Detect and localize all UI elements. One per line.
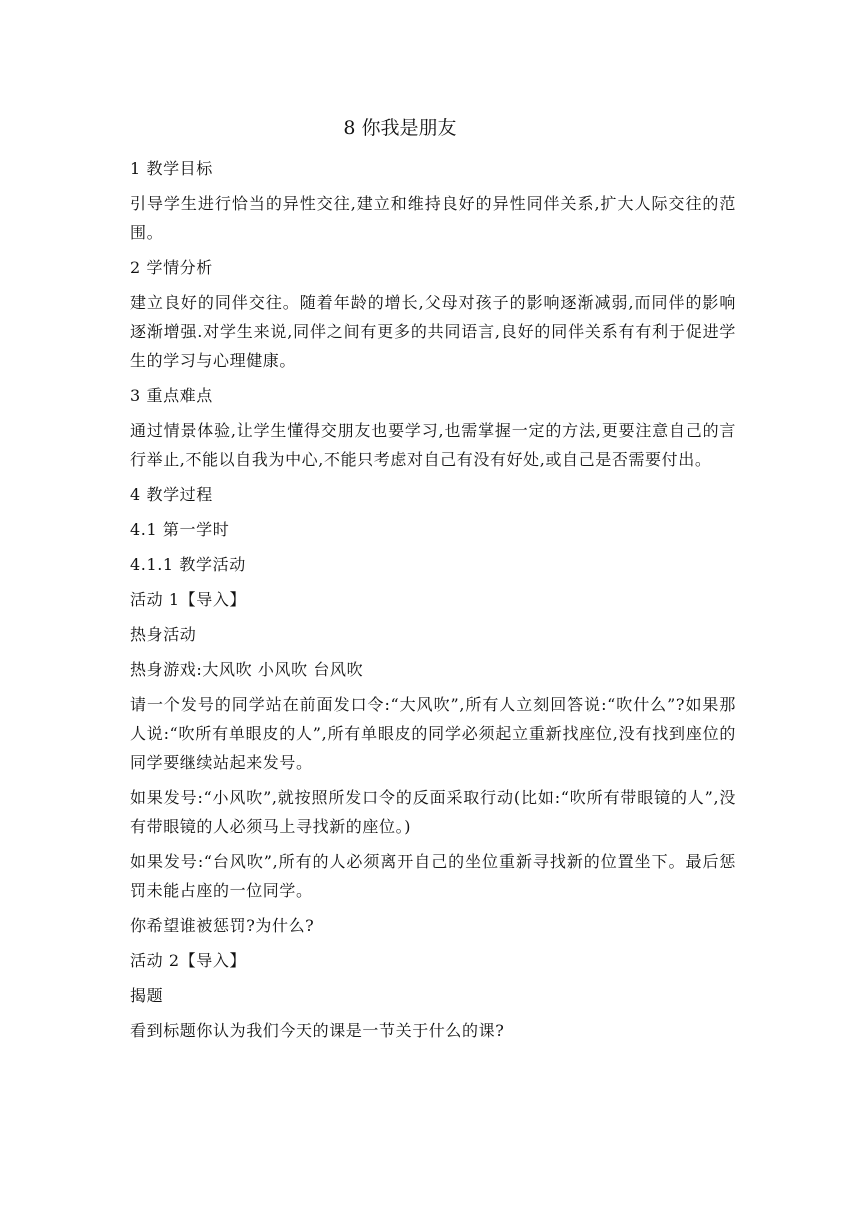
heading-teaching-activities: 4.1.1 教学活动 — [130, 555, 246, 574]
game-rule-small-wind: 如果发号:“小风吹”,就按照所发口令的反面采取行动(比如:“吹所有带眼镜的人”,没有带眼镜的人必须马上寻找新的座位。) — [130, 788, 736, 836]
heading-student-analysis: 2 学情分析 — [130, 258, 213, 277]
game-rule-big-wind: 请一个发号的同学站在前面发口令:“大风吹”,所有人立刻回答说:“吹什么”?如果那人说:“吹所有单眼皮的人”,所有单眼皮的同学必须起立重新找座位,没有找到座位的同学要继续站起来发号。 — [130, 695, 736, 772]
question-lesson-topic: 看到标题你认为我们今天的课是一节关于什么的课? — [130, 1021, 505, 1040]
activity-1-name: 热身活动 — [130, 625, 197, 644]
warmup-game: 热身游戏:大风吹 小风吹 台风吹 — [130, 660, 364, 679]
activity-2-label: 活动 2【导入】 — [130, 951, 247, 970]
heading-key-points: 3 重点难点 — [130, 386, 213, 405]
paragraph-student-analysis: 建立良好的同伴交往。随着年龄的增长,父母对孩子的影响逐渐减弱,而同伴的影响逐渐增强.对学生来说,同伴之间有更多的共同语言,良好的同伴关系有有利于促进学生的学习与心理健康。 — [130, 293, 736, 370]
heading-first-lesson: 4.1 第一学时 — [130, 520, 230, 539]
paragraph-key-points: 通过情景体验,让学生懂得交朋友也要学习,也需掌握一定的方法,更要注意自己的言行举止,不能以自我为中心,不能只考虑对自己有没有好处,或自己是否需要付出。 — [130, 421, 736, 469]
activity-1-label: 活动 1【导入】 — [130, 590, 247, 609]
heading-teaching-process: 4 教学过程 — [130, 485, 213, 504]
question-punishment: 你希望谁被惩罚?为什么? — [130, 916, 315, 935]
heading-teaching-goals: 1 教学目标 — [130, 159, 213, 178]
activity-2-name: 揭题 — [130, 986, 164, 1005]
document-title: 8 你我是朋友 — [343, 117, 457, 139]
paragraph-teaching-goals: 引导学生进行恰当的异性交往,建立和维持良好的异性同伴关系,扩大人际交往的范围。 — [130, 194, 736, 242]
document-body — [130, 154, 736, 1051]
game-rule-typhoon: 如果发号:“台风吹”,所有的人必须离开自己的坐位重新寻找新的位置坐下。最后惩罚未能占座的一位同学。 — [130, 852, 736, 900]
